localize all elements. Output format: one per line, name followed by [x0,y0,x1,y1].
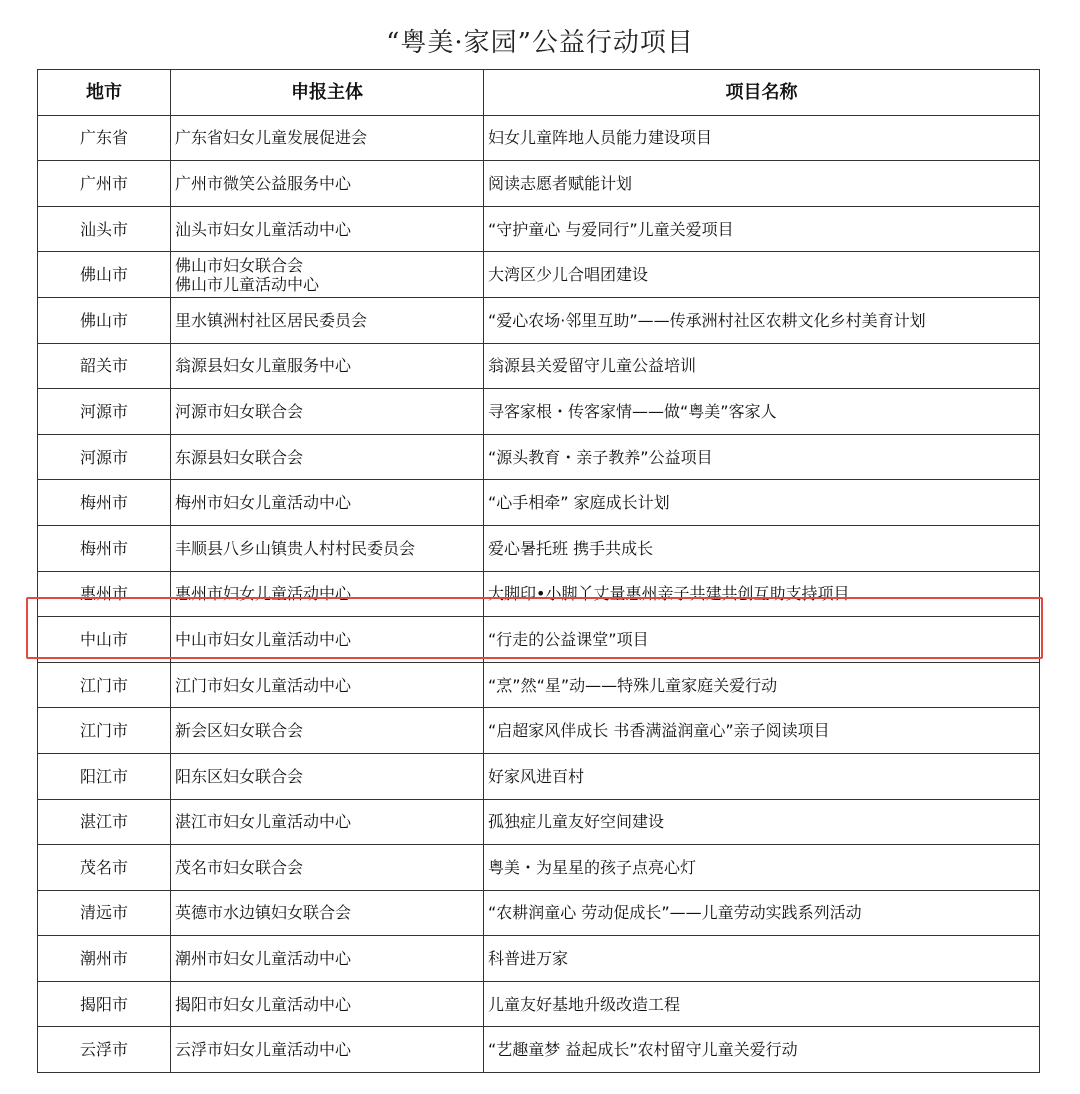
project-name-cell: “农耕润童心 劳动促成长”——儿童劳动实践系列活动 [484,890,1040,936]
organization-name: 英德市水边镇妇女联合会 [175,903,352,923]
city-cell: 河源市 [38,434,171,480]
city-cell: 江门市 [38,708,171,754]
organization-cell [171,617,484,663]
project-name-cell: “启超家风伴成长 书香满溢润童心”亲子阅读项目 [484,708,1040,754]
city-cell: 湛江市 [38,799,171,845]
project-name-cell: 阅读志愿者赋能计划 [484,161,1040,207]
project-name-cell: “艺趣童梦 益起成长”农村留守儿童关爱行动 [484,1027,1040,1073]
organization-cell [171,389,484,435]
project-name-cell: 翁源县关爱留守儿童公益培训 [484,343,1040,389]
city-cell: 江门市 [38,662,171,708]
project-name-cell: 大脚印•小脚丫丈量惠州亲子共建共创互助支持项目 [484,571,1040,617]
table-row [38,252,1040,298]
table-row [38,525,1040,571]
organization-name: 阳东区妇女联合会 [175,766,304,786]
organization-cell [171,981,484,1027]
city-cell: 韶关市 [38,343,171,389]
organization-cell [171,480,484,526]
city-cell: 汕头市 [38,206,171,252]
table-row [38,1027,1040,1073]
city-cell: 茂名市 [38,845,171,891]
organization-cell [171,753,484,799]
organization-cell [171,161,484,207]
project-name-cell: 孤独症儿童友好空间建设 [484,799,1040,845]
organization-cell [171,845,484,891]
organization-name: 佛山市妇女联合会 [175,255,304,275]
organization-cell [171,343,484,389]
city-cell: 广州市 [38,161,171,207]
organization-name: 茂名市妇女联合会 [175,857,304,877]
table-row-highlighted [38,617,1040,663]
city-cell: 清远市 [38,890,171,936]
organization-cell [171,206,484,252]
project-name-cell: 粤美・为星星的孩子点亮心灯 [484,845,1040,891]
organization-name: 江门市妇女儿童活动中心 [175,675,352,695]
table-row [38,662,1040,708]
organization-cell [171,252,484,298]
header-row [38,70,1040,116]
city-cell: 佛山市 [38,252,171,298]
organization-name: 河源市妇女联合会 [175,401,304,421]
project-name-cell: “源头教育・亲子教养”公益项目 [484,434,1040,480]
organization-cell [171,890,484,936]
project-name-cell: 科普进万家 [484,936,1040,982]
table-row [38,434,1040,480]
organization-name: 云浮市妇女儿童活动中心 [175,1040,352,1060]
project-name-cell: 大湾区少儿合唱团建设 [484,252,1040,298]
city-cell: 广东省 [38,115,171,161]
table-row [38,845,1040,891]
organization-cell [171,708,484,754]
header-city: 地市 [38,70,171,116]
project-name-cell: 好家风进百村 [484,753,1040,799]
city-cell: 阳江市 [38,753,171,799]
city-cell: 佛山市 [38,297,171,343]
project-name-cell: “爱心农场·邻里互助”——传承洲村社区农耕文化乡村美育计划 [484,297,1040,343]
project-name-cell: 寻客家根・传客家情——做“粤美”客家人 [484,389,1040,435]
city-cell: 惠州市 [38,571,171,617]
organization-cell [171,297,484,343]
organization-name: 汕头市妇女儿童活动中心 [175,219,352,239]
city-cell: 梅州市 [38,480,171,526]
table-row [38,936,1040,982]
table-header [38,70,1040,116]
organization-name: 丰顺县八乡山镇贵人村村民委员会 [175,538,416,558]
table-row [38,115,1040,161]
project-name-cell: 儿童友好基地升级改造工程 [484,981,1040,1027]
header-organization: 申报主体 [171,70,484,116]
organization-name: 潮州市妇女儿童活动中心 [175,949,352,969]
table-row [38,343,1040,389]
city-cell: 梅州市 [38,525,171,571]
city-cell: 潮州市 [38,936,171,982]
table-row [38,890,1040,936]
page-title: “粤美·家园”公益行动项目 [386,28,694,58]
city-cell: 揭阳市 [38,981,171,1027]
organization-cell [171,571,484,617]
organization-cell [171,115,484,161]
organization-name: 佛山市儿童活动中心 [175,274,320,294]
organization-cell [171,525,484,571]
organization-name: 梅州市妇女儿童活动中心 [175,493,352,513]
organization-name: 惠州市妇女儿童活动中心 [175,584,352,604]
project-name-cell: “心手相牵” 家庭成长计划 [484,480,1040,526]
table-row [38,297,1040,343]
project-name-cell: “守护童心 与爱同行”儿童关爱项目 [484,206,1040,252]
table-body [38,115,1040,1072]
organization-name: 里水镇洲村社区居民委员会 [175,310,368,330]
table-row [38,753,1040,799]
organization-cell [171,434,484,480]
table-row [38,206,1040,252]
table-row [38,708,1040,754]
project-name-cell: “行走的公益课堂”项目 [484,617,1040,663]
organization-cell [171,662,484,708]
table-row [38,389,1040,435]
table-row [38,981,1040,1027]
organization-cell [171,936,484,982]
organization-name: 广东省妇女儿童发展促进会 [175,128,368,148]
organization-name: 广州市微笑公益服务中心 [175,173,352,193]
organization-name: 翁源县妇女儿童服务中心 [175,356,352,376]
organization-name: 东源县妇女联合会 [175,447,304,467]
table-row [38,480,1040,526]
header-project-name: 项目名称 [484,70,1040,116]
organization-name: 湛江市妇女儿童活动中心 [175,812,352,832]
table-row [38,571,1040,617]
table-row [38,161,1040,207]
organization-name: 新会区妇女联合会 [175,721,304,741]
projects-table [37,69,1040,1073]
project-name-cell: 妇女儿童阵地人员能力建设项目 [484,115,1040,161]
project-name-cell: “烹”然“星”动——特殊儿童家庭关爱行动 [484,662,1040,708]
organization-cell [171,1027,484,1073]
organization-name: 揭阳市妇女儿童活动中心 [175,994,352,1014]
city-cell: 中山市 [38,617,171,663]
organization-name: 中山市妇女儿童活动中心 [175,629,352,649]
city-cell: 河源市 [38,389,171,435]
project-name-cell: 爱心暑托班 携手共成长 [484,525,1040,571]
city-cell: 云浮市 [38,1027,171,1073]
table-row [38,799,1040,845]
organization-cell [171,799,484,845]
